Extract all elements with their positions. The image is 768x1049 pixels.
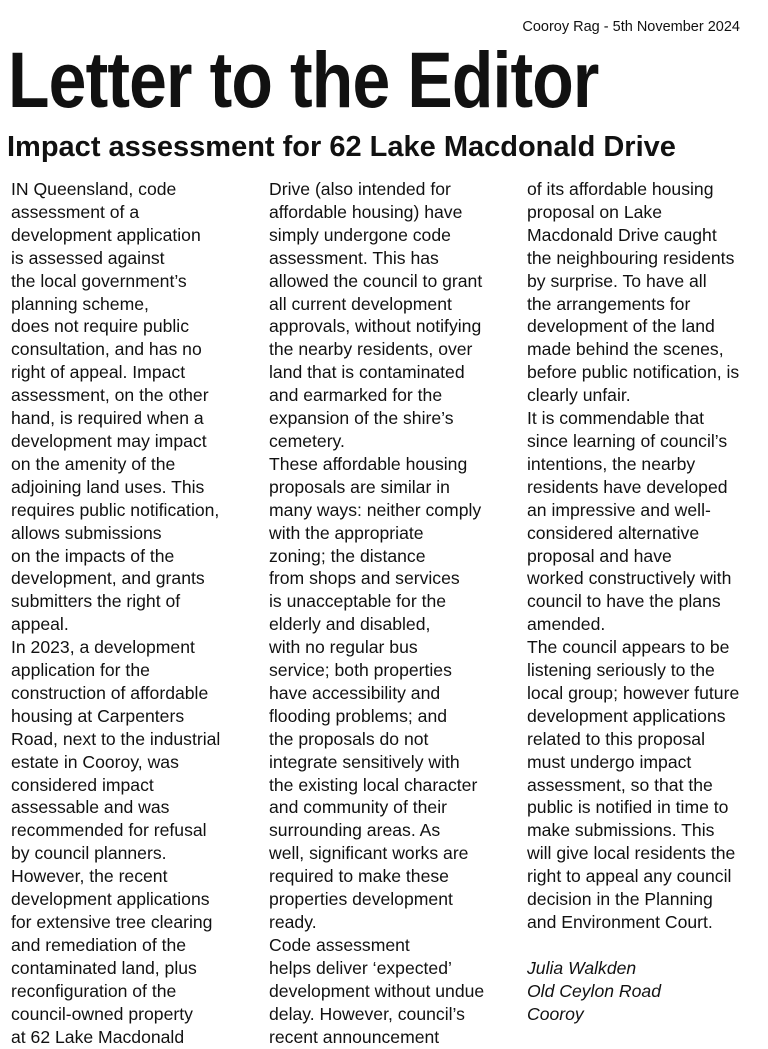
text-line: requires public notification, [11,499,220,520]
text-line: related to this proposal [527,728,705,749]
text-line: helps deliver ‘expected’ [269,957,452,978]
text-line: assessment, on the other [11,385,209,406]
text-line: application for the [11,660,150,681]
page-title: Letter to the Editor [8,35,599,124]
text-line: contaminated land, plus [11,957,197,978]
text-line: proposal on Lake [527,201,662,222]
publication-dateline: Cooroy Rag - 5th November 2024 [522,19,740,35]
text-line: with the appropriate [269,522,424,543]
article-headline: Impact assessment for 62 Lake Macdonald Drive [7,131,676,163]
text-line: public is notified in time to [527,797,729,818]
text-line: recommended for refusal [11,820,207,841]
text-line: flooding problems; and [269,705,448,726]
text-line: assessable and was [11,797,170,818]
text-line: clearly unfair. [527,385,631,406]
text-line: well, significant works are [269,843,469,864]
text-line: residents have developed [527,476,728,497]
text-line: development applications [11,889,210,910]
text-line: planning scheme, [11,293,149,314]
text-line: However, the recent [11,866,168,887]
text-line: intentions, the nearby [527,453,696,474]
text-line: development may impact [11,430,207,451]
article-column-1 [11,178,251,1048]
text-line: hand, is required when a [11,408,204,429]
signature-line: Julia Walkden [527,957,637,978]
text-line: assessment. This has [269,247,439,268]
text-line: made behind the scenes, [527,339,724,360]
text-line: proposal and have [527,545,672,566]
text-line: listening seriously to the [527,660,715,681]
text-line: required to make these [269,866,449,887]
text-line: does not require public [11,316,190,337]
article-column-2 [269,178,509,1048]
text-line: is assessed against [11,247,165,268]
text-line: worked constructively with [527,568,732,589]
text-line: right of appeal. Impact [11,362,186,383]
text-line: submitters the right of [11,591,181,612]
text-line: In 2023, a development [11,637,195,658]
text-line: many ways: neither comply [269,499,482,520]
text-line: construction of affordable [11,682,209,703]
text-line: right to appeal any council [527,866,732,887]
text-line: on the amenity of the [11,453,176,474]
text-line: considered alternative [527,522,700,543]
text-line: of its affordable housing [527,179,714,199]
text-line: surrounding areas. As [269,820,441,841]
article-paragraph [269,178,509,453]
article-paragraph [527,178,767,407]
text-line: The council appears to be [527,637,730,658]
text-line: development, and grants [11,568,205,589]
article-paragraph [11,178,251,636]
text-line: Drive (also intended for [269,179,451,199]
text-line: These affordable housing [269,453,468,474]
text-line: zoning; the distance [269,545,426,566]
text-line: development applications [527,705,726,726]
text-line: delay. However, council’s [269,1003,465,1024]
text-line: must undergo impact [527,751,692,772]
text-line: the arrangements for [527,293,691,314]
text-line: all current development [269,293,452,314]
text-line: and remediation of the [11,934,187,955]
text-line: on the impacts of the [11,545,175,566]
text-line: development without undue [269,980,485,1001]
text-line: appeal. [11,614,69,635]
text-line: by council planners. [11,843,167,864]
text-line: with no regular bus [269,637,418,658]
text-line: recent announcement [269,1026,440,1047]
text-line: an impressive and well- [527,499,711,520]
text-line: the nearby residents, over [269,339,473,360]
text-line: Macdonald Drive caught [527,224,717,245]
text-line: is unacceptable for the [269,591,447,612]
text-line: service; both properties [269,660,452,681]
text-line: approvals, without notifying [269,316,482,337]
text-line: local group; however future [527,682,740,703]
article-paragraph [527,407,767,636]
text-line: Road, next to the industrial [11,728,221,749]
text-line: cemetery. [269,430,345,451]
text-line: estate in Cooroy, was [11,751,179,772]
text-line: assessment of a [11,201,140,222]
text-line: IN Queensland, code [11,179,177,199]
text-line: allows submissions [11,522,162,543]
text-line: expansion of the shire’s [269,408,454,429]
text-line: affordable housing) have [269,201,463,222]
text-line: and earmarked for the [269,385,443,406]
article-column-3 [527,178,767,1026]
text-line: by surprise. To have all [527,270,707,291]
text-line: and community of their [269,797,447,818]
text-line: council-owned property [11,1003,193,1024]
text-line: make submissions. This [527,820,715,841]
text-line: land that is contaminated [269,362,465,383]
text-line: for extensive tree clearing [11,912,213,932]
text-line: assessment, so that the [527,774,713,795]
text-line: have accessibility and [269,682,441,703]
text-line: integrate sensitively with [269,751,460,772]
text-line: the neighbouring residents [527,247,735,268]
text-line: the local government’s [11,270,187,291]
signature-spacer [527,934,767,957]
text-line: council to have the plans [527,591,721,612]
text-line: properties development [269,889,453,910]
text-line: at 62 Lake Macdonald [11,1026,185,1047]
article-paragraph [527,636,767,934]
text-line: considered impact [11,774,154,795]
signature-line: Old Ceylon Road [527,980,661,1001]
text-line: proposals are similar in [269,476,450,497]
text-line: adjoining land uses. This [11,476,205,497]
text-line: decision in the Planning [527,889,713,910]
text-line: since learning of council’s [527,430,728,451]
text-line: It is commendable that [527,408,705,429]
text-line: consultation, and has no [11,339,202,360]
text-line: elderly and disabled, [269,614,431,635]
text-line: development of the land [527,316,715,337]
letter-signature [527,957,767,1026]
text-line: before public notification, is [527,362,740,383]
text-line: reconfiguration of the [11,980,177,1001]
article-paragraph [269,934,509,1049]
text-line: Code assessment [269,934,410,955]
article-paragraph [269,453,509,934]
text-line: from shops and services [269,568,460,589]
text-line: simply undergone code [269,224,451,245]
text-line: allowed the council to grant [269,270,483,291]
text-line: will give local residents the [527,843,736,864]
text-line: ready. [269,912,317,932]
text-line: amended. [527,614,606,635]
text-line: the proposals do not [269,728,429,749]
text-line: housing at Carpenters [11,705,185,726]
signature-line: Cooroy [527,1003,584,1024]
text-line: and Environment Court. [527,912,713,932]
article-paragraph [11,636,251,1048]
text-line: development application [11,224,201,245]
text-line: the existing local character [269,774,478,795]
